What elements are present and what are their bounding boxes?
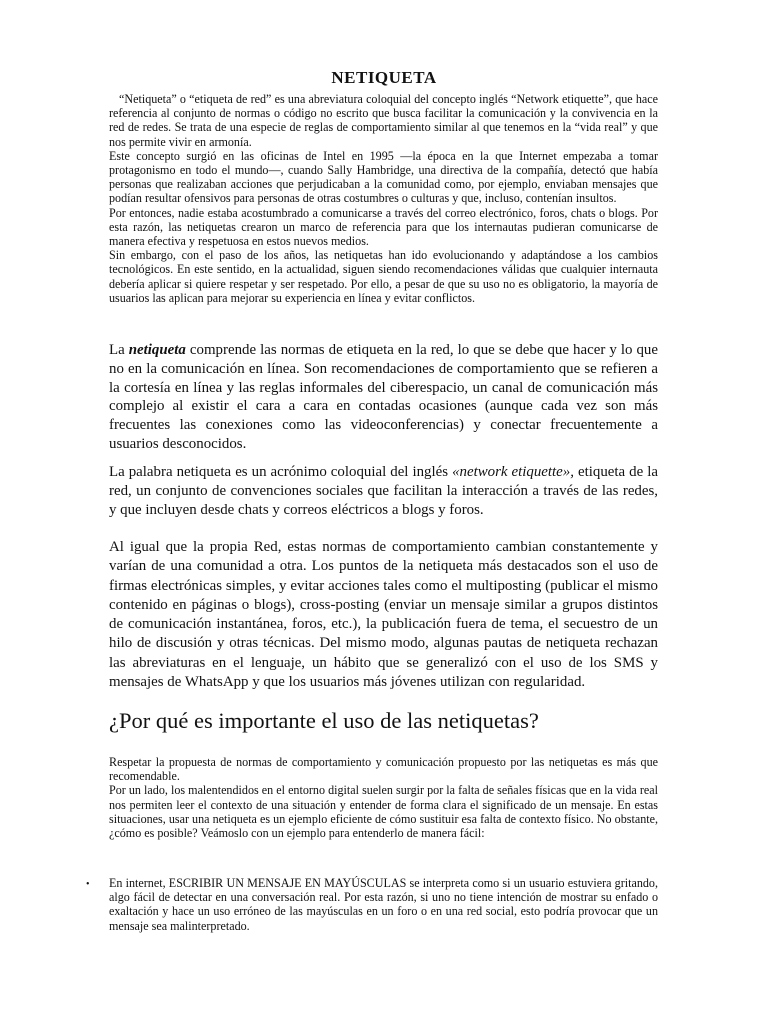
acronym-quote: «network etiquette»,: [452, 464, 574, 480]
rules-paragraph: Al igual que la propia Red, estas normas de comportamiento cambian constantemente y varían de una comunidad a otra. Los puntos de la netiqueta más destacados son el uso de firmas electrónicas simples, y evitar acciones tales como el multiposting (publicar el mismo contenido en páginas o blogs), cross-posting (enviar un mensaje similar a grupos distintos de comunicación instantánea, foros, etc.), la publicación fuera de tema, el secuestro de un hilo de discusión y otras técnicas. Del mismo modo, algunas pautas de netiqueta rechazan las abreviaturas en el lenguaje, un hábito que se generalizó con el uso de los SMS y mensajes de WhatsApp y que los usuarios más jóvenes utilizan con regularidad.: [109, 539, 658, 691]
bullet-text: En internet, ESCRIBIR UN MENSAJE EN MAYÚSCULAS se interpreta como si un usuario estuviera gritando, algo fácil de detectar en una conversación real. Por esta razón, si uno no tiene intención de mostrar su enfado o exaltación y hace un uso erróneo de las mayúsculas en un foro o en una red social, esto podría provocar que un mensaje sea malinterpretado.: [109, 876, 658, 933]
bullet-marker: •: [86, 879, 90, 890]
section-block: [109, 755, 658, 840]
definition-text-start: La: [109, 342, 129, 358]
section-paragraph-2: Por un lado, los malentendidos en el entorno digital suelen surgir por la falta de señales físicas que en la vida real nos permiten leer el contexto de una situación y entender de forma clara el significado de un mensaje. En estas situaciones, usar una netiqueta es un ejemplo eficiente de cómo sustituir esa falta de contexto físico. No obstante, ¿cómo es posible? Veámoslo con un ejemplo para entenderlo de manera fácil:: [109, 783, 658, 841]
section-heading-block: [109, 707, 658, 735]
intro-paragraph-3: Por entonces, nadie estaba acostumbrado a comunicarse a través del correo electrónico, foros, chats o blogs. Por esta razón, las netiquetas crearon un marco de referencia para que los internautas pudieran comunicarse de manera efectiva y respetuosa en estos nuevos medios.: [109, 205, 658, 249]
definition-paragraph: [109, 341, 658, 454]
intro-paragraph-4: Sin embargo, con el paso de los años, las netiquetas han ido evolucionando y adaptándose a los cambios tecnológicos. En este sentido, en la actualidad, siguen siendo recomendaciones válidas que cualquier internauta debería aplicar si quiere respetar y ser respetado. Por ello, a pesar de que su uso no es obligatorio, la mayoría de usuarios las aplican para mejorar su experiencia en línea y evitar conflictos.: [109, 248, 658, 305]
definition-text-end: comprende las normas de etiqueta en la red, lo que se debe que hacer y lo que no en la comunicación en línea. Son recomendaciones de comportamiento que se refieren a la cortesía en línea y las reglas informales del ciberespacio, un canal de comunicación más complejo al existir el cara a cara en contadas ocasiones (aunque cada vez son más frecuentes las conexiones como las videoconferencias) y conectar frecuentemente a usuarios desconocidos.: [109, 342, 658, 452]
acronym-block: [109, 463, 658, 519]
definition-block: [109, 341, 658, 454]
intro-block: [109, 92, 658, 305]
section-paragraph-1: Respetar la propuesta de normas de comportamiento y comunicación propuesto por las netiquetas es más que recomendable.: [109, 755, 658, 784]
intro-paragraph-2: Este concepto surgió en las oficinas de Intel en 1995 —la época en la que Internet empezaba a tomar protagonismo en todo el mundo—, cuando Sally Hambridge, una directiva de la compañía, detectó que había personas que realizaban acciones que perjudicaban a la comunidad como, por ejemplo, enviaban mensajes que podían resultar ofensivos para personas de otras costumbres o culturas y que, incluso, contenían insultos.: [109, 148, 658, 206]
definition-term: netiqueta: [128, 342, 186, 358]
rules-block: [109, 538, 658, 692]
section-heading: ¿Por qué es importante el uso de las netiquetas?: [109, 708, 539, 733]
acronym-text-end: etiqueta de la red, un conjunto de convenciones sociales que facilitan la interacción a través de las redes, y que incluyen desde chats y correos eléctricos a blogs y foros.: [109, 464, 658, 518]
intro-paragraph-1: “Netiqueta” o “etiqueta de red” es una abreviatura coloquial del concepto inglés “Network etiquette”, que hace referencia al conjunto de normas o código no escrito que busca facilitar la comunicación y la convivencia en la red de redes. Se trata de una especie de reglas de comportamiento similar al que tenemos en la “vida real” y que nos permite vivir en armonía.: [109, 92, 658, 149]
acronym-paragraph: [109, 463, 658, 519]
document-title: NETIQUETA: [331, 68, 437, 87]
acronym-text-start: La palabra netiqueta es un acrónimo coloquial del inglés: [109, 464, 453, 480]
bullet-item: [109, 876, 658, 933]
